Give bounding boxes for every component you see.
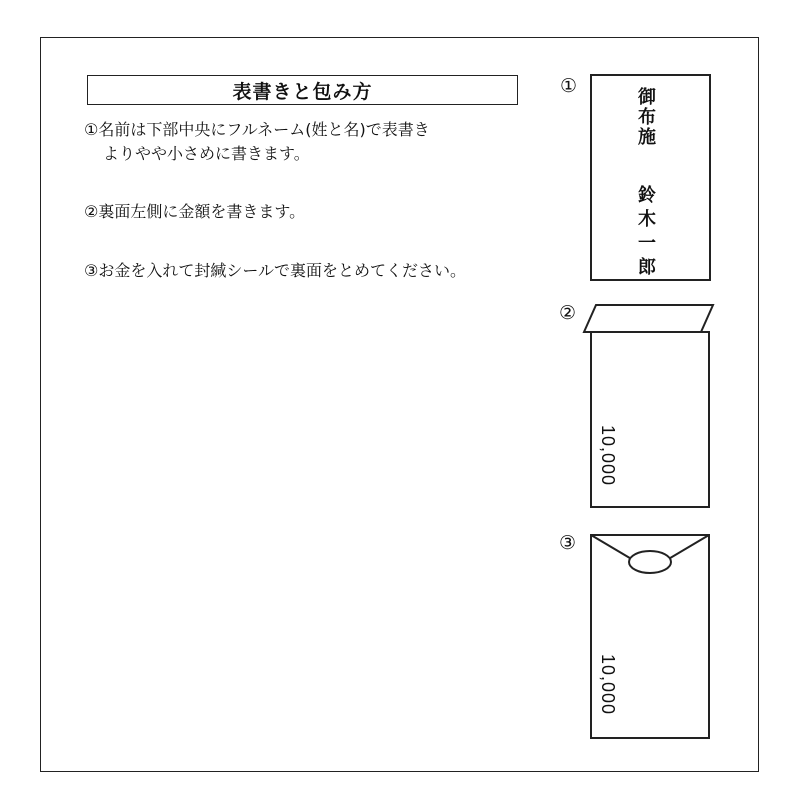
envelope-amount-text: 10,000: [598, 425, 618, 487]
envelope-offering-text: 御布施: [635, 87, 656, 147]
instruction-step-3: [84, 259, 466, 283]
step-1-line-2: よりやや小さめに書きます。: [103, 144, 310, 163]
illustration-2-marker: ②: [559, 302, 577, 324]
instruction-step-1: [84, 118, 430, 166]
page-title: 表書きと包み方: [87, 75, 518, 105]
illustration-3-marker: ③: [559, 532, 577, 554]
instruction-step-2: [84, 200, 305, 224]
step-1-line-1: ①名前は下部中央にフルネーム(姓と名)で表書き: [84, 120, 430, 139]
seal-sticker-icon: [629, 551, 671, 573]
step-3-line-1: ③お金を入れて封緘シールで裏面をとめてください。: [84, 261, 467, 280]
envelope-amount-text-sealed: 10,000: [598, 654, 618, 716]
envelope-name-text: 鈴木一郎: [635, 185, 656, 281]
step-2-line-1: ②裏面左側に金額を書きます。: [84, 202, 306, 221]
illustration-1-marker: ①: [560, 75, 578, 97]
